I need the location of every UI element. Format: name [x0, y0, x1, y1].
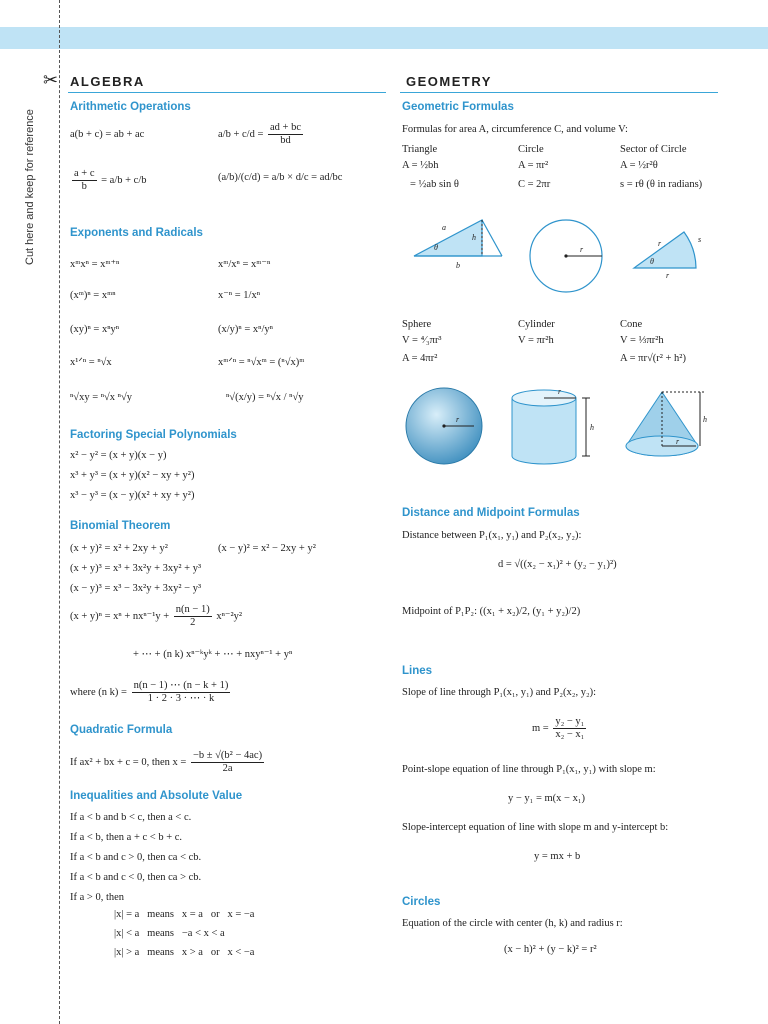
sphere-name: Sphere	[402, 319, 432, 330]
circle-name: Circle	[518, 144, 544, 155]
triangle-diagram	[410, 212, 510, 272]
sphere-label-r: r	[456, 415, 460, 424]
circles-f2: (x − h)² + (y − k)² = r²	[504, 944, 597, 955]
dist-f2: d = √((x₂ − x₁)² + (y₂ − y₁)²)	[498, 559, 617, 570]
triangle-f2: = ½ab sin θ	[410, 179, 459, 190]
arith-f4: (a/b)/(c/d) = a/b × d/c = ad/bc	[218, 172, 343, 183]
arith-f3-num: a + c	[72, 168, 97, 181]
cylinder-label-r: r	[558, 387, 562, 396]
midpoint-formula: ((x₁ + x₂)/2, (y₁ + y₂)/2)	[479, 606, 581, 617]
geometry-title: GEOMETRY	[406, 74, 492, 89]
lines-f1: Slope of line through P₁(x₁, y₁) and P₂(x₂, y₂):	[402, 687, 597, 698]
sector-f1: A = ½r²θ	[620, 160, 658, 171]
sector-f2: s = rθ (θ in radians)	[620, 179, 703, 190]
binom-f6: + ⋯ + (n k) xⁿ⁻ᵏyᵏ + ⋯ + nxyⁿ⁻¹ + yⁿ	[133, 649, 293, 660]
cylinder-name: Cylinder	[518, 319, 555, 330]
sphere-diagram	[402, 384, 488, 470]
cut-line	[59, 0, 60, 1024]
geo-formulas-heading: Geometric Formulas	[402, 101, 514, 113]
exp-f9: ⁿ√xy = ⁿ√x ⁿ√y	[70, 392, 133, 403]
exp-f1: xᵐxⁿ = xᵐ⁺ⁿ	[70, 259, 120, 270]
cylinder-f1: V = πr²h	[518, 335, 554, 346]
quad-f1-den: 2a	[222, 763, 233, 775]
lines-f5: Slope-intercept equation of line with slope m and y-intercept b:	[402, 822, 669, 833]
circles-f1: Equation of the circle with center (h, k) and radius r:	[402, 918, 623, 929]
binom-f7-num: n(n − 1) ⋯ (n − k + 1)	[132, 680, 231, 693]
arith-f2-num: ad + bc	[268, 122, 303, 135]
cone-diagram	[618, 384, 714, 470]
arith-f3-rhs: = a/b + c/b	[101, 174, 147, 186]
absolute-value-line: |x| < a means −a < x < a	[114, 928, 225, 939]
algebra-title: ALGEBRA	[70, 74, 145, 89]
triangle-label-h: h	[472, 233, 476, 242]
binom-f2: (x − y)² = x² − 2xy + y²	[218, 543, 316, 554]
fact-f3: x³ − y³ = (x − y)(x² + xy + y²)	[70, 490, 195, 501]
triangle-label-theta: θ	[434, 243, 438, 252]
sector-label-theta: θ	[650, 257, 654, 266]
quad-f1-a: If ax² + bx + c = 0, then x =	[70, 756, 187, 768]
circle-f1: A = πr²	[518, 160, 549, 171]
binom-f5-b: xⁿ⁻²y²	[216, 610, 242, 622]
inequality-line: If a < b and c < 0, then ca > cb.	[70, 872, 202, 883]
binom-f7-den: 1 · 2 · 3 · ⋯ · k	[147, 693, 215, 705]
midpoint	[402, 606, 580, 618]
lines-f6: y = mx + b	[534, 851, 581, 862]
exp-f10: ⁿ√(x/y) = ⁿ√x / ⁿ√y	[226, 392, 304, 403]
lines-f2	[532, 716, 588, 741]
triangle-name: Triangle	[402, 144, 438, 155]
exp-f7: x¹ᐟⁿ = ⁿ√x	[70, 357, 112, 368]
distance-heading: Distance and Midpoint Formulas	[402, 507, 580, 519]
sphere-f2: A = 4πr²	[402, 353, 438, 364]
absolute-value-line: |x| = a means x = a or x = −a	[114, 909, 255, 920]
exp-f3: (xᵐ)ⁿ = xᵐⁿ	[70, 290, 116, 301]
arithmetic-heading: Arithmetic Operations	[70, 101, 191, 113]
cone-label-h: h	[703, 415, 707, 424]
exp-f4: x⁻ⁿ = 1/xⁿ	[218, 290, 260, 301]
circles-heading: Circles	[402, 896, 441, 908]
sector-label-r2: r	[666, 271, 670, 280]
sector-label-s: s	[698, 235, 702, 244]
circle-f2: C = 2πr	[518, 179, 551, 190]
quadratic-heading: Quadratic Formula	[70, 724, 173, 736]
exponents-heading: Exponents and Radicals	[70, 227, 203, 239]
fact-f2: x³ + y³ = (x + y)(x² − xy + y²)	[70, 470, 195, 481]
sector-name: Sector of Circle	[620, 144, 687, 155]
arith-f3	[70, 168, 147, 193]
factoring-heading: Factoring Special Polynomials	[70, 429, 237, 441]
sector-diagram	[630, 218, 710, 280]
circle-label-r: r	[580, 245, 584, 254]
binom-f1: (x + y)² = x² + 2xy + y²	[70, 543, 168, 554]
algebra-rule	[68, 92, 386, 93]
cone-name: Cone	[620, 319, 643, 330]
binom-f4: (x − y)³ = x³ − 3x²y + 3xy² − y³	[70, 583, 202, 594]
lines-heading: Lines	[402, 665, 433, 677]
quad-f1-num: −b ± √(b² − 4ac)	[191, 750, 264, 763]
lines-f4: y − y₁ = m(x − x₁)	[508, 793, 585, 804]
cone-f1: V = ⅓πr²h	[620, 335, 664, 346]
binom-f5	[70, 604, 242, 629]
dist-f1: Distance between P₁(x₁, y₁) and P₂(x₂, y₂):	[402, 530, 582, 541]
arith-f1: a(b + c) = ab + ac	[70, 129, 145, 140]
absolute-value-line: |x| > a means x > a or x < −a	[114, 947, 255, 958]
binom-f7	[70, 680, 232, 705]
sphere-f1: V = ⁴⁄₃πr³	[402, 335, 442, 346]
midpoint-label: Midpoint of P₁P₂:	[402, 606, 478, 617]
binom-f7-a: where (n k) =	[70, 686, 127, 698]
exp-f2: xᵐ/xⁿ = xᵐ⁻ⁿ	[218, 259, 271, 270]
binomial-heading: Binomial Theorem	[70, 520, 171, 532]
lines-f3: Point-slope equation of line through P₁(x₁, y₁) with slope m:	[402, 764, 656, 775]
binom-f5-den: 2	[190, 617, 196, 629]
exp-f6: (x/y)ⁿ = xⁿ/yⁿ	[218, 324, 273, 335]
header-band	[0, 27, 768, 49]
exp-f5: (xy)ⁿ = xⁿyⁿ	[70, 324, 120, 335]
cylinder-diagram	[506, 384, 602, 470]
arith-f2-lhs: a/b + c/d	[218, 128, 255, 140]
inequality-line: If a > 0, then	[70, 892, 125, 903]
inequality-line: If a < b and c > 0, then ca < cb.	[70, 852, 202, 863]
inequality-line: If a < b and b < c, then a < c.	[70, 812, 192, 823]
circle-diagram	[528, 218, 608, 298]
exp-f8: xᵐᐟⁿ = ⁿ√xᵐ = (ⁿ√x)ᵐ	[218, 357, 305, 368]
inequality-line: If a < b, then a + c < b + c.	[70, 832, 183, 843]
fact-f1: x² − y² = (x + y)(x − y)	[70, 450, 167, 461]
triangle-label-a: a	[442, 223, 446, 232]
geo-intro: Formulas for area A, circumference C, and volume V:	[402, 124, 628, 135]
scissors-icon: ✂	[43, 70, 59, 91]
quad-f1	[70, 750, 266, 775]
triangle-f1: A = ½bh	[402, 160, 439, 171]
arith-f2: a/b + c/d = $\frac{ad + bc}{bd}$	[218, 122, 301, 147]
sector-label-r: r	[658, 239, 662, 248]
cylinder-label-h: h	[590, 423, 594, 432]
arith-f2-den: bd	[280, 135, 291, 147]
slope-num: y₂ − y₁	[553, 716, 586, 729]
cone-f2: A = πr√(r² + h²)	[620, 353, 686, 364]
cone-label-r: r	[676, 437, 680, 446]
geometry-rule	[400, 92, 718, 93]
binom-f5-num: n(n − 1)	[174, 604, 212, 617]
binom-f5-a: (x + y)ⁿ = xⁿ + nxⁿ⁻¹y +	[70, 610, 170, 622]
slope-m: m =	[532, 722, 549, 734]
slope-den: x₂ − x₁	[555, 729, 585, 741]
arith-f3-den: b	[81, 181, 87, 193]
inequalities-heading: Inequalities and Absolute Value	[70, 790, 243, 802]
binom-f3: (x + y)³ = x³ + 3x²y + 3xy² + y³	[70, 563, 202, 574]
triangle-label-b: b	[456, 261, 460, 270]
